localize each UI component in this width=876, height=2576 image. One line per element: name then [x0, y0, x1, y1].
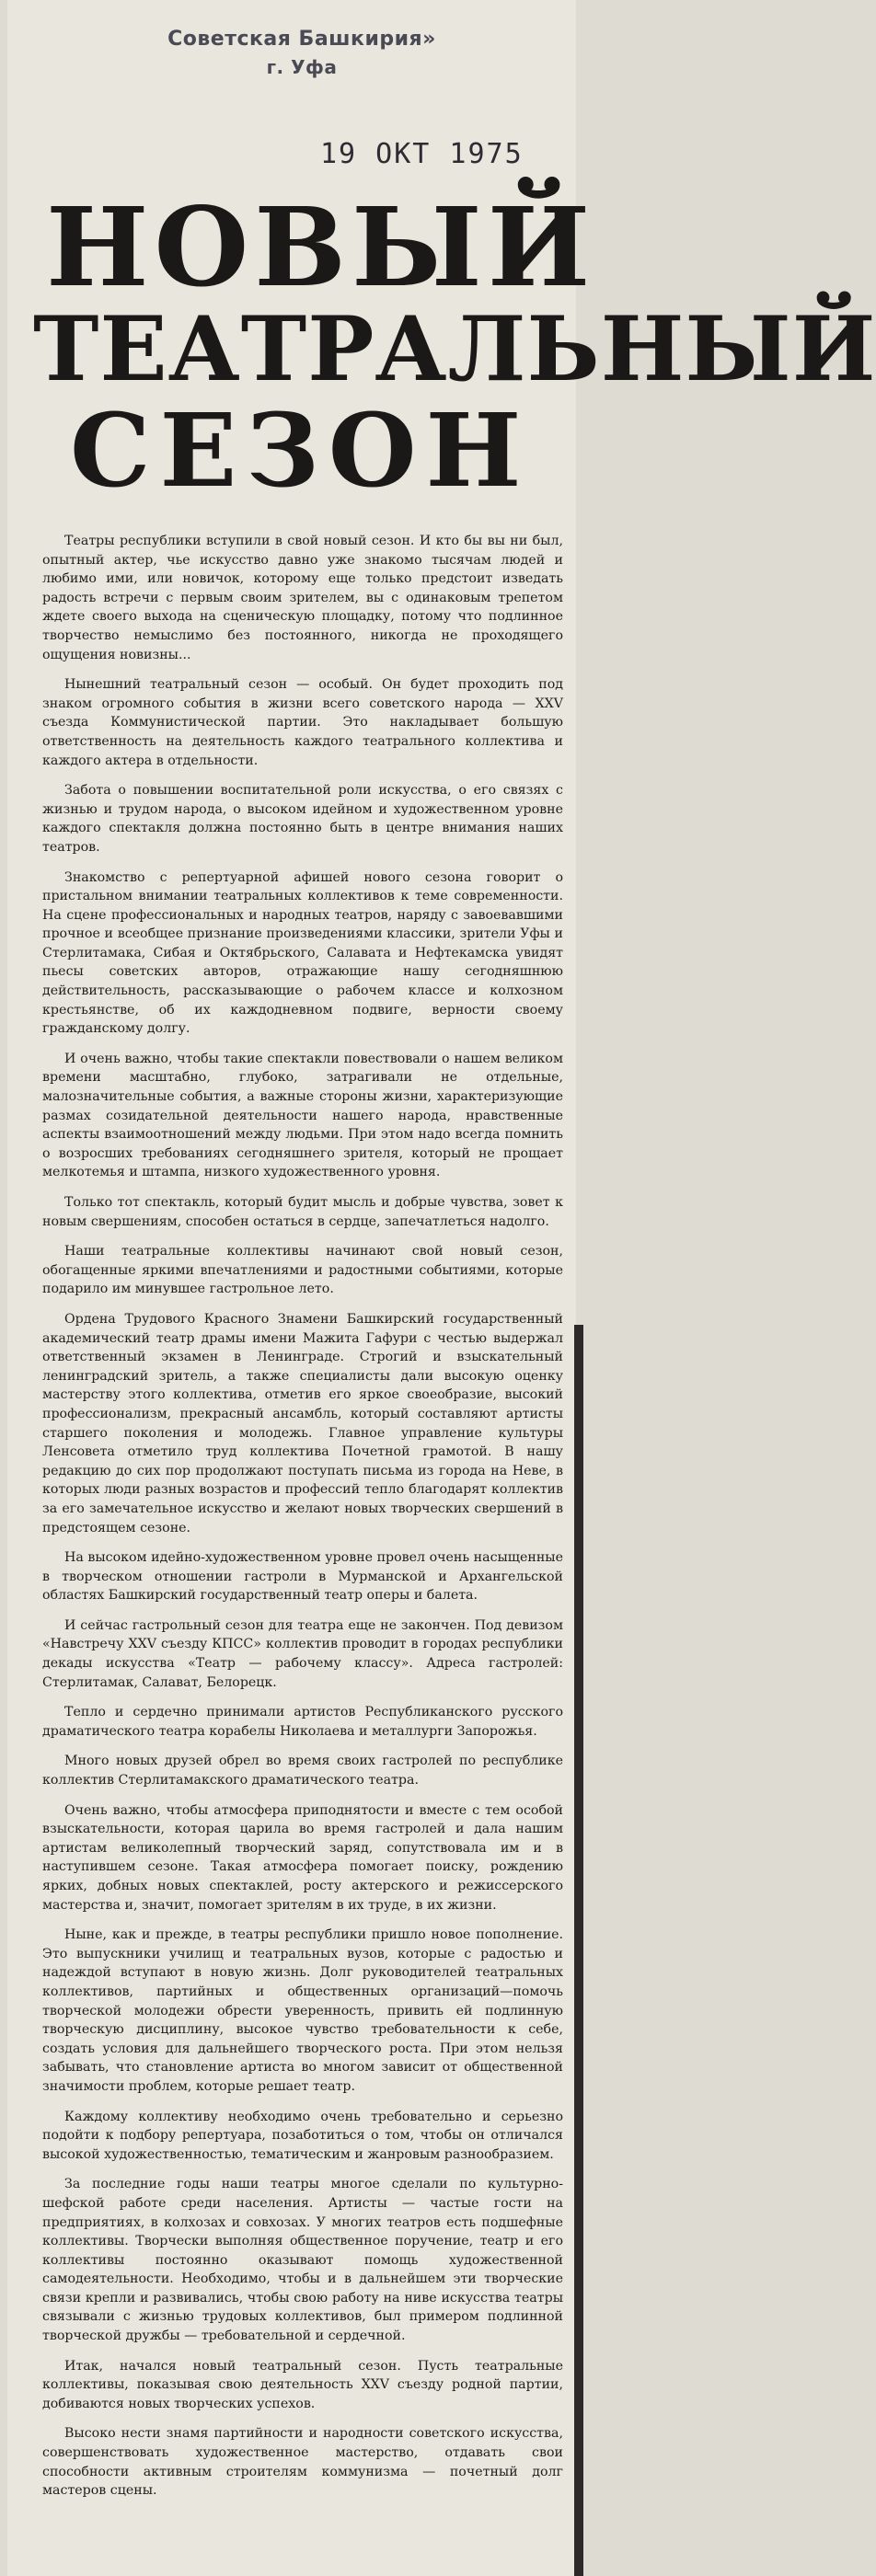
paragraph: За последние годы наши театры многое сделали по культурно-шефской работе среди населения. Артисты — частые гости на предприятиях, в колхозах и совхозах. У многих театров есть подшефные коллективы. Творчески выполняя общественное поручение, театр и его коллективы постоянно оказывают помощь художественной самодеятельности. Необходимо, чтобы и в дальнейшем эти творческие связи крепли и развивались, чтобы свою работу на ниве искусства театры связывали с жизнью трудовых коллективов, был примером подлинной творческой дружбы — требовательной и сердечной.: [42, 2177, 563, 2344]
paragraph: Итак, начался новый театральный сезон. Пусть театральные коллективы, показывая свою деятельность XXV съезду родной партии, добиваются новых творческих успехов.: [42, 2358, 563, 2411]
paragraph: И сейчас гастрольный сезон для театра еще не закончен. Под девизом «Навстречу XXV съезду КПСС» коллектив проводит в городах республики декады искусства «Театр — рабочему классу». Адреса гастролей: Стерлитамак, Салават, Белорецк.: [42, 1617, 563, 1690]
paragraph: Наши театральные коллективы начинают свой новый сезон, обогащенные яркими впечатлениями и радостными событиями, которые подарило им минувшее гастрольное лето.: [42, 1244, 563, 1297]
scan-edge-shadow: [574, 1325, 583, 2576]
date-stamp: 19 ОКТ 1975: [320, 138, 524, 170]
stamp-newspaper-name: Советская Башкирия»: [167, 28, 436, 51]
paragraph: Нынешний театральный сезон — особый. Он будет проходить под знаком огромного события в жизни всего советского народа — XXV съезда Коммунистической партии. Это накладывает большую ответственность на деятельность каждого театрального коллектива и каждого актера в отдельности.: [42, 677, 563, 768]
headline-line-3: СЕЗОН: [70, 391, 531, 510]
paragraph: На высоком идейно-художественном уровне провел очень насыщенные в творческом отношении гастроли в Мурманской и Архангельской областях Башкирский государственный театр оперы и балета.: [42, 1550, 563, 1604]
paragraph: Очень важно, чтобы атмосфера приподнятости и вместе с тем особой взыскательности, которая царила во время гастролей и дала нашим артистам великолепный творческий заряд, сопутствовала им и в наступившем сезоне. Такая атмосфера помогает поиску, рождению ярких, добных новых спектаклей, росту актерского и режиссерского мастерства и, значит, помогает зрителям в их труде, в их жизни.: [42, 1802, 563, 1913]
paragraph: Много новых друзей обрел во время своих гастролей по республике коллектив Стерлитамакского драматического театра.: [42, 1754, 563, 1788]
stamp-city: г. Уфа: [266, 56, 338, 78]
paragraph: Знакомство с репертуарной афишей нового сезона говорит о пристальном внимании театральных коллективов к теме современности. На сцене профессиональных и народных театров, наряду с завоевавшими прочное и всеобщее признание произведениями классики, зрители Уфы и Стерлитамака, Сибая и Октябрьского, Салавата и Нефтекамска увидят пьесы советских авторов, отражающие нашу сегодняшнюю действительность, рассказывающие о рабочем классе и колхозном крестьянстве, об их каждодневном подвиге, верности своему гражданскому долгу.: [42, 869, 563, 1037]
paragraph: Высоко нести знамя партийности и народности советского искусства, совершенствовать художественное мастерство, отдавать свои способности активным строителям коммунизма — почетный долг мастеров сцены.: [42, 2426, 563, 2499]
headline-line-1: НОВЫЙ: [46, 183, 596, 311]
newspaper-clipping: [7, 0, 876, 2576]
paragraph: Театры республики вступили в свой новый сезон. И кто бы вы ни был, опытный актер, чье искусство давно уже знакомо тысячам людей и любимо ими, или новичок, которому еще только предстоит изведать радость встречи с первым своим зрителем, вы с одинаковым трепетом ждете своего выхода на сценическую площадку, потому что подлинное творчество немыслимо без постоянного, никогда не проходящего ощущения новизны...: [42, 534, 563, 662]
paragraph: Только тот спектакль, который будит мысль и добрые чувства, зовет к новым свершениям, способен остаться в сердце, запечатлеться надолго.: [42, 1195, 563, 1229]
paragraph: Каждому коллективу необходимо очень требовательно и серьезно подойти к подбору репертуара, позаботиться о том, чтобы он отличался высокой художественностью, тематическим и жанровым разнообразием.: [42, 2109, 563, 2162]
article-headline: [33, 183, 876, 510]
paragraph: Ордена Трудового Красного Знамени Башкирский государственный академический театр драмы имени Мажита Гафури с честью выдержал ответственный экзамен в Ленинграде. Строгий и взыскательный ленинградский зритель, а также специалисты дали высокую оценку мастерству этого коллектива, отметив его яркое своеобразие, высокий профессионализм, прекрасный ансамбль, который составляют артисты старшего поколения и молодежь. Главное управление культуры Ленсовета отметило труд коллектива Почетной грамотой. В нашу редакцию до сих пор продолжают поступать письма из города на Неве, в которых люди разных возрастов и профессий тепло благодарят коллектив за его замечательное искусство и желают новых творческих свершений в предстоящем сезоне.: [42, 1311, 563, 1535]
paragraph: Ныне, как и прежде, в театры республики пришло новое пополнение. Это выпускники училищ и театральных вузов, которые с радостью и надеждой вступают в новую жизнь. Долг руководителей театральных коллективов, партийных и общественных организаций—помочь творческой молодежи обрести уверенность, привить ей подлинную творческую дисциплину, высокое чувство требовательности к себе, создать условия для дальнейшего творческого роста. При этом нельзя забывать, что становление артиста во многом зависит от общественной значимости проблем, которые решает театр.: [42, 1927, 563, 2094]
paragraph: И очень важно, чтобы такие спектакли повествовали о нашем великом времени масштабно, глубоко, затрагивали не отдельные, малозначительные события, а важные стороны жизни, характеризующие размах созидательной деятельности нашего народа, нравственные аспекты взаимоотношений между людьми. При этом надо всегда помнить о возросших требованиях сегодняшнего зрителя, который не прощает мелкотемья и штампа, низкого художественного уровня.: [42, 1051, 563, 1180]
paragraph: Тепло и сердечно принимали артистов Республиканского русского драматического театра корабелы Николаева и металлурги Запорожья.: [42, 1705, 563, 1739]
paragraph: Забота о повышении воспитательной роли искусства, о его связях с жизнью и трудом народа, о высоком идейном и художественном уровне каждого спектакля должна постоянно быть в центре внимания наших театров.: [42, 783, 563, 855]
newspaper-stamp: [145, 26, 458, 81]
headline-line-2: ТЕАТРАЛЬНЫЙ: [33, 297, 876, 401]
article-body: [42, 532, 563, 2512]
